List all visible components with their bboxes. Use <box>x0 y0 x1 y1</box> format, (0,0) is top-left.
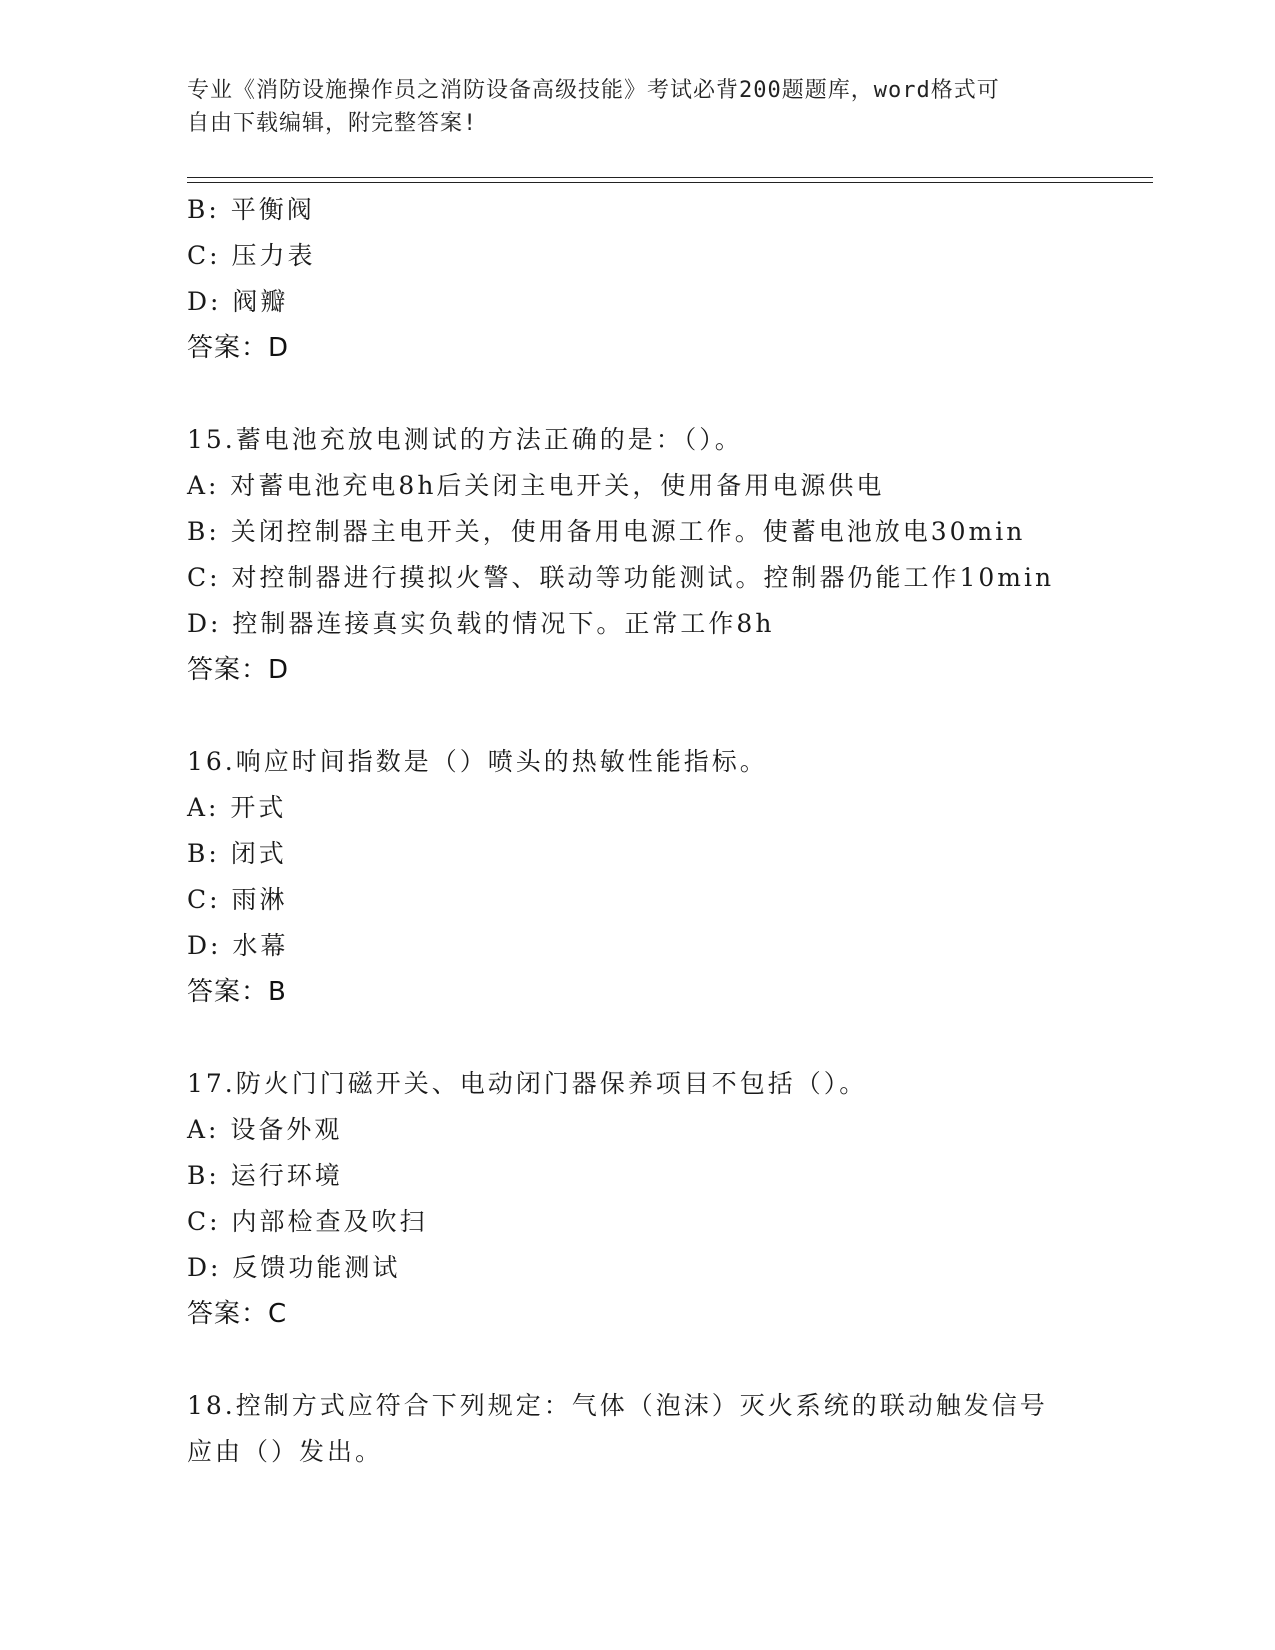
question-14-answer: 答案：D <box>187 333 290 363</box>
spacer <box>187 1337 1147 1383</box>
question-16-option-c: C: 雨淋 <box>187 885 288 914</box>
question-16-answer: 答案：B <box>187 977 287 1007</box>
question-15-answer: 答案：D <box>187 655 290 685</box>
spacer <box>187 1015 1147 1061</box>
question-18-stem-line-1: 18.控制方式应符合下列规定：气体（泡沫）灭火系统的联动触发信号 <box>187 1391 1048 1420</box>
question-17-option-b: B: 运行环境 <box>187 1161 343 1190</box>
question-17 <box>187 1061 1147 1337</box>
question-16-option-a: A: 开式 <box>187 793 287 822</box>
question-14-option-d: D: 阀瓣 <box>187 287 289 316</box>
question-16-option-d: D: 水幕 <box>187 931 289 960</box>
question-17-option-c: C: 内部检查及吹扫 <box>187 1207 428 1236</box>
question-15-option-b: B: 关闭控制器主电开关，使用备用电源工作。使蓄电池放电30min <box>187 517 1026 546</box>
spacer <box>187 693 1147 739</box>
document-header <box>187 74 1067 140</box>
question-16-stem: 16.响应时间指数是（）喷头的热敏性能指标。 <box>187 747 768 776</box>
question-14 <box>187 187 1147 371</box>
question-16-option-b: B: 闭式 <box>187 839 287 868</box>
question-14-option-c: C: 压力表 <box>187 241 316 270</box>
question-15-option-a: A: 对蓄电池充电8h后关闭主电开关，使用备用电源供电 <box>187 471 885 500</box>
question-list <box>187 187 1147 1475</box>
question-17-option-a: A: 设备外观 <box>187 1115 343 1144</box>
question-15-option-c: C: 对控制器进行摸拟火警、联动等功能测试。控制器仍能工作10min <box>187 563 1055 592</box>
question-15-option-d: D: 控制器连接真实负载的情况下。正常工作8h <box>187 609 775 638</box>
question-17-answer: 答案：C <box>187 1299 288 1329</box>
question-18-stem-line-2: 应由（）发出。 <box>187 1437 384 1466</box>
question-15 <box>187 417 1147 693</box>
header-line-2: 自由下载编辑，附完整答案! <box>187 111 478 136</box>
header-divider <box>187 177 1153 183</box>
spacer <box>187 371 1147 417</box>
question-18 <box>187 1383 1147 1475</box>
question-15-stem: 15.蓄电池充放电测试的方法正确的是：（）。 <box>187 425 743 454</box>
question-17-option-d: D: 反馈功能测试 <box>187 1253 401 1282</box>
question-16 <box>187 739 1147 1015</box>
question-14-option-b: B: 平衡阀 <box>187 195 315 224</box>
header-line-1: 专业《消防设施操作员之消防设备高级技能》考试必背200题题库，word格式可 <box>187 78 1000 103</box>
question-17-stem: 17.防火门门磁开关、电动闭门器保养项目不包括（）。 <box>187 1069 868 1098</box>
